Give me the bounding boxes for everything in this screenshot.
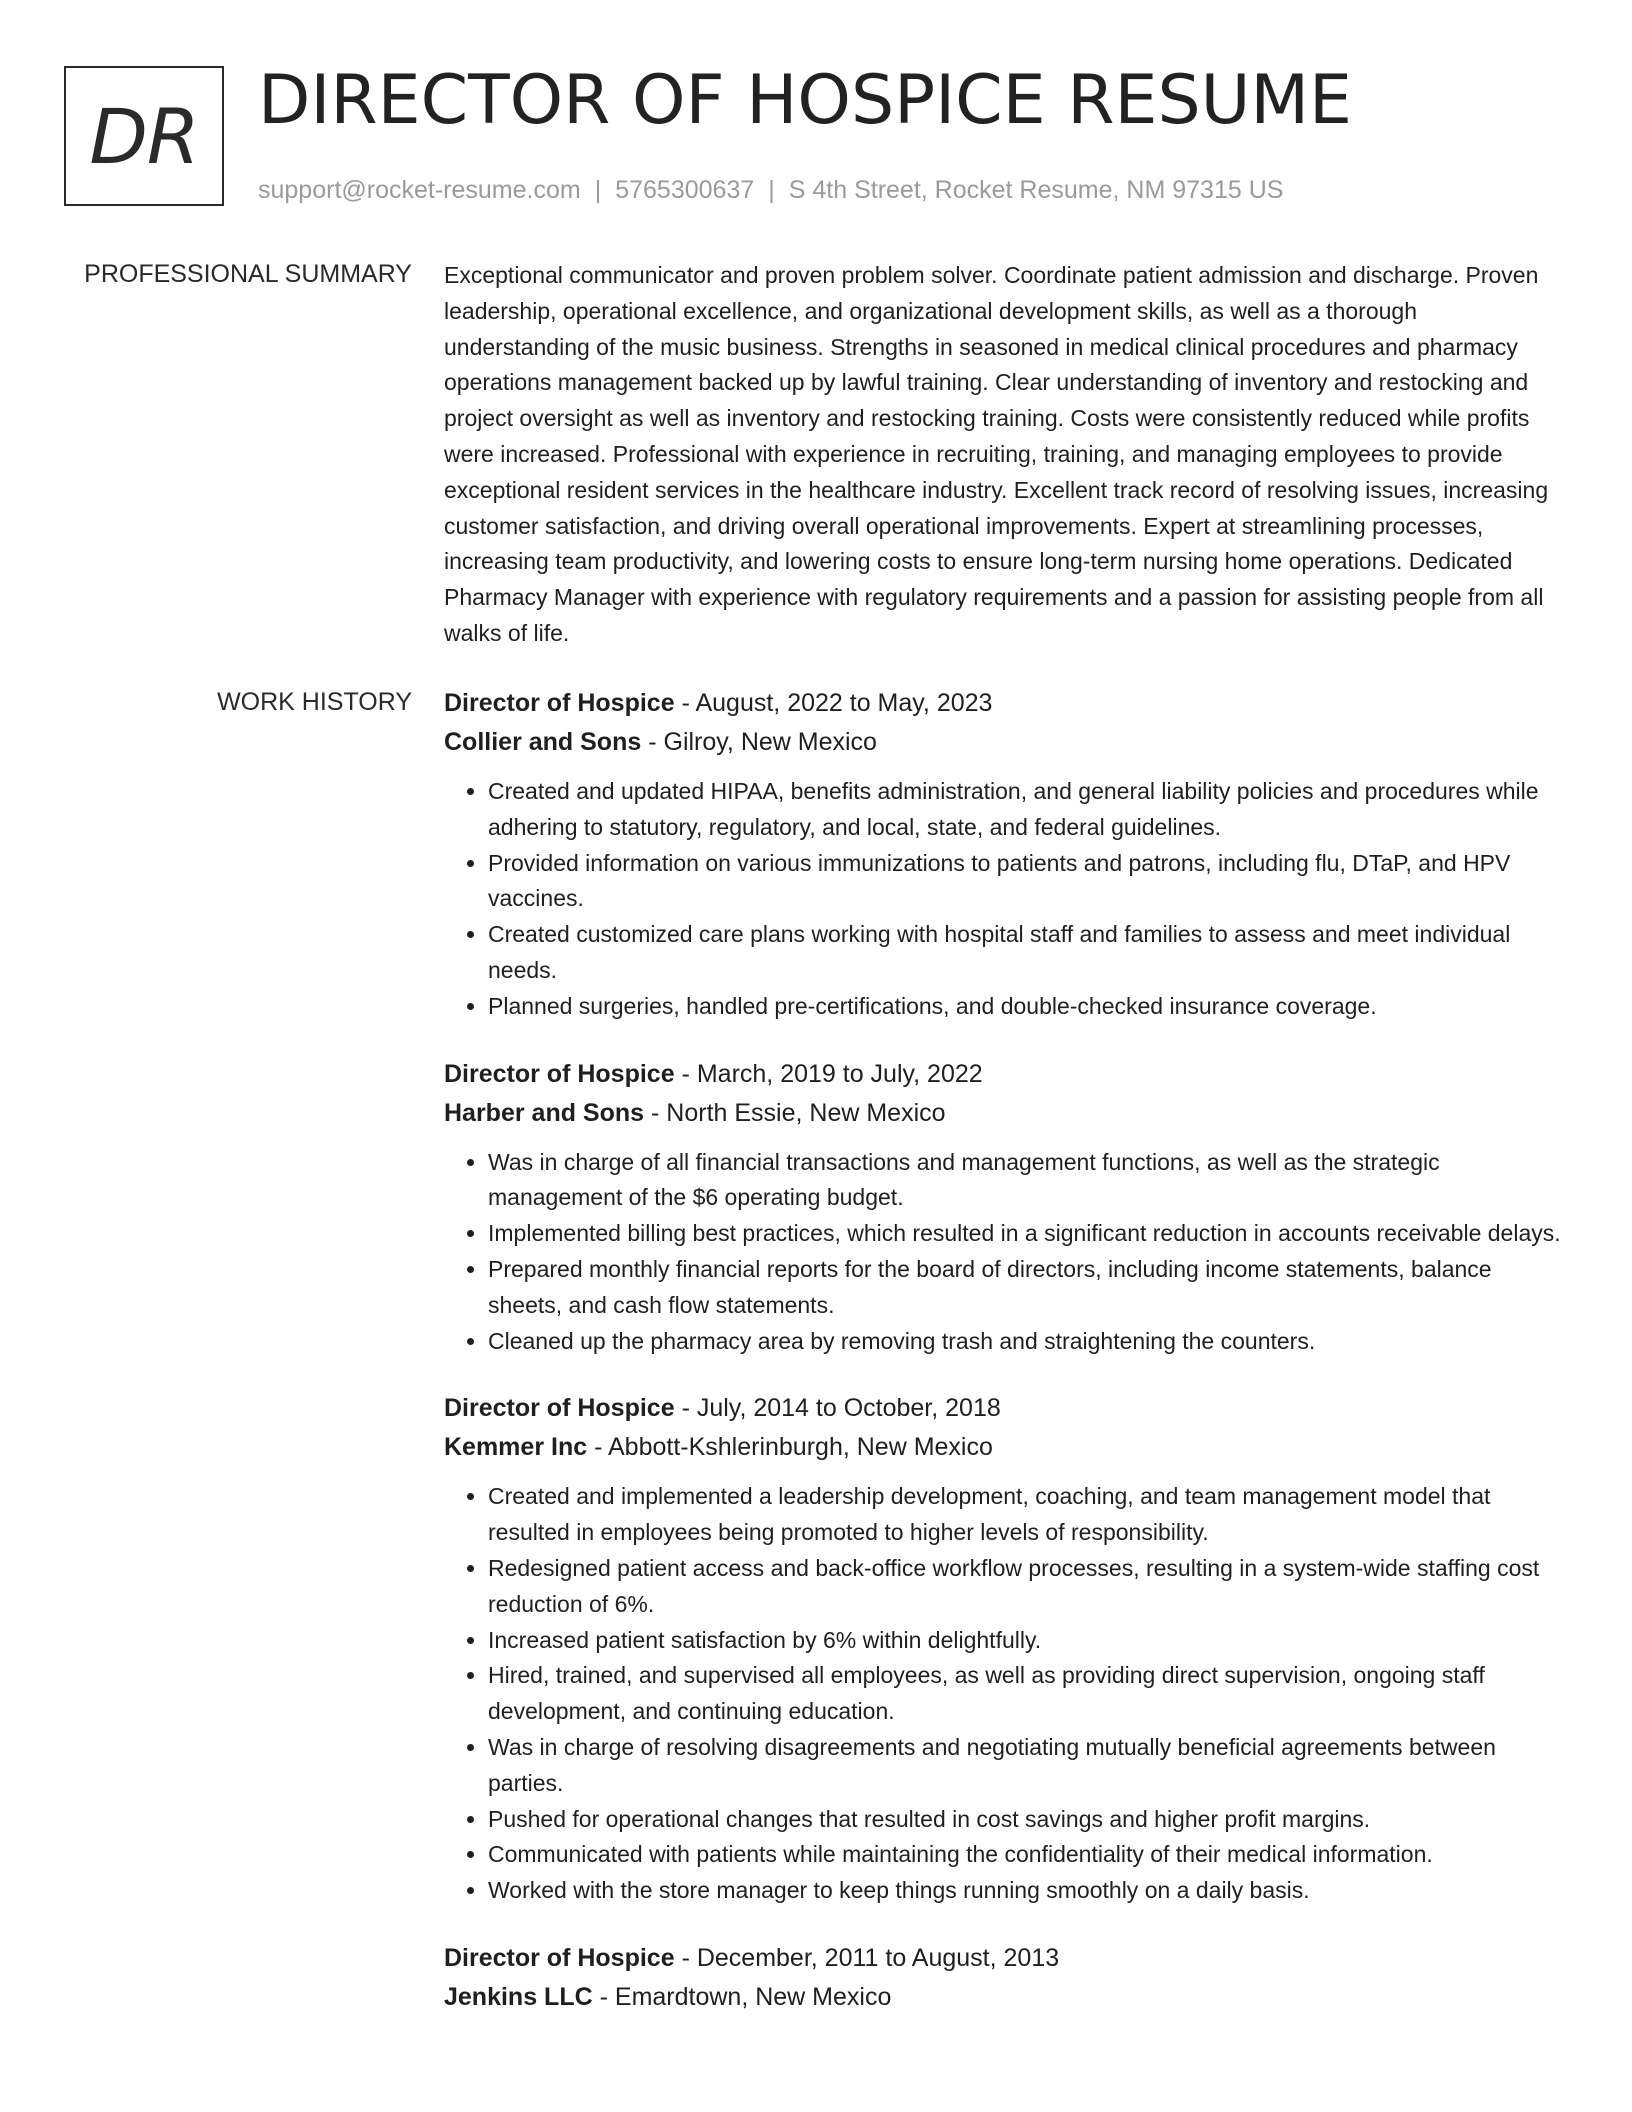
job-company-line: [444, 1978, 1564, 2017]
dash: -: [594, 1433, 603, 1462]
dash: -: [648, 728, 657, 756]
contact-separator: |: [768, 176, 775, 204]
summary-section-label: PROFESSIONAL SUMMARY: [84, 260, 412, 288]
bullet-item: • Redesigned patient access and back-office workflow processes, resulting in a system-wide staffing cost reduction of 6%.: [488, 1551, 1564, 1623]
job-company: Kemmer Inc: [444, 1433, 588, 1462]
job-company: Harber and Sons: [444, 1098, 645, 1127]
dash: -: [599, 1982, 608, 2011]
work-history-list: [444, 684, 1564, 2047]
dash: -: [681, 1059, 690, 1088]
page-title: DIRECTOR OF HOSPICE RESUME: [258, 61, 1353, 140]
job-location: North Essie, New Mexico: [666, 1098, 946, 1127]
job-location: Emardtown, New Mexico: [614, 1982, 892, 2011]
job-title: Director of Hospice: [444, 689, 675, 717]
job-company: Collier and Sons: [444, 728, 642, 756]
job-bullets: [444, 1145, 1564, 1360]
job-bullets: [444, 1479, 1564, 1909]
job-title-line: [444, 1389, 1564, 1428]
dash: -: [681, 689, 690, 717]
work-history-section-label: WORK HISTORY: [217, 688, 412, 716]
contact-phone: 5765300637: [615, 176, 755, 204]
job-bullets: [444, 774, 1564, 1025]
contact-address: S 4th Street, Rocket Resume, NM 97315 US: [788, 176, 1284, 204]
job-title: Director of Hospice: [444, 1943, 675, 1972]
job-title-line: [444, 1055, 1564, 1094]
job-entry: [444, 684, 1564, 1025]
job-company-line: [444, 1428, 1564, 1467]
bullet-item: • Planned surgeries, handled pre-certifications, and double-checked insurance coverage.: [488, 989, 1564, 1025]
job-company: Jenkins LLC: [444, 1982, 593, 2011]
contact-email: support@rocket-resume.com: [258, 176, 581, 204]
job-dates: March, 2019 to July, 2022: [696, 1059, 983, 1088]
contact-line: [258, 174, 1283, 206]
job-entry: [444, 1055, 1564, 1360]
summary-text: Exceptional communicator and proven problem solver. Coordinate patient admission and discharge. Proven leadership, operational excellence, and organizational development skills, as well as a thorough understanding of the music business. Strengths in seasoned in medical clinical procedures and pharmacy operations management backed up by lawful training. Clear understanding of inventory and restocking and project oversight as well as inventory and restocking training. Costs were consistently reduced while profits were increased. Professional with experience in recruiting, training, and managing employees to provide exceptional resident services in the healthcare industry. Excellent track record of resolving issues, increasing customer satisfaction, and driving overall operational improvements. Expert at streamlining processes, increasing team productivity, and lowering costs to ensure long-term nursing home operations. Dedicated Pharmacy Manager with experience with regulatory requirements and a passion for assisting people from all walks of life.: [444, 262, 1549, 646]
bullet-item: • Created customized care plans working with hospital staff and families to assess and meet individual needs.: [488, 917, 1564, 989]
dash: -: [681, 1394, 690, 1423]
bullet-item: • Cleaned up the pharmacy area by removing trash and straightening the counters.: [488, 1324, 1564, 1360]
job-title: Director of Hospice: [444, 1059, 675, 1088]
job-title-line: [444, 1939, 1564, 1978]
bullet-item: • Prepared monthly financial reports for the board of directors, including income statements, balance sheets, and cash flow statements.: [488, 1252, 1564, 1324]
bullet-item: • Created and implemented a leadership development, coaching, and team management model that resulted in employees being promoted to higher levels of responsibility.: [488, 1479, 1564, 1551]
job-location: Gilroy, New Mexico: [663, 728, 877, 756]
job-dates: December, 2011 to August, 2013: [696, 1943, 1060, 1972]
bullet-item: • Increased patient satisfaction by 6% within delightfully.: [488, 1623, 1564, 1659]
job-dates: August, 2022 to May, 2023: [695, 689, 993, 717]
job-company-line: [444, 723, 1564, 762]
bullet-item: • Implemented billing best practices, which resulted in a significant reduction in accounts receivable delays.: [488, 1216, 1564, 1252]
bullet-item: • Created and updated HIPAA, benefits administration, and general liability policies and procedures while adhering to statutory, regulatory, and local, state, and federal guidelines.: [488, 774, 1564, 846]
job-entry: [444, 1939, 1564, 2017]
dash: -: [651, 1098, 660, 1127]
bullet-item: • Pushed for operational changes that resulted in cost savings and higher profit margins.: [488, 1802, 1564, 1838]
dash: -: [681, 1943, 690, 1972]
bullet-item: • Hired, trained, and supervised all employees, as well as providing direct supervision, ongoing staff development, and continuing education.: [488, 1658, 1564, 1730]
bullet-item: • Was in charge of resolving disagreements and negotiating mutually beneficial agreements between parties.: [488, 1730, 1564, 1802]
bullet-item: • Provided information on various immunizations to patients and patrons, including flu, DTaP, and HPV vaccines.: [488, 846, 1564, 918]
job-title-line: [444, 684, 1564, 723]
contact-separator: |: [594, 176, 602, 204]
bullet-item: • Communicated with patients while maintaining the confidentiality of their medical information.: [488, 1837, 1564, 1873]
bullet-item: • Was in charge of all financial transactions and management functions, as well as the strategic management of the $6 operating budget.: [488, 1145, 1564, 1217]
bullet-item: • Worked with the store manager to keep things running smoothly on a daily basis.: [488, 1873, 1564, 1909]
job-entry: [444, 1389, 1564, 1909]
monogram-logo: DR: [64, 66, 224, 206]
job-company-line: [444, 1094, 1564, 1133]
job-title: Director of Hospice: [444, 1394, 675, 1423]
job-dates: July, 2014 to October, 2018: [696, 1394, 1001, 1423]
job-location: Abbott-Kshlerinburgh, New Mexico: [607, 1433, 993, 1462]
